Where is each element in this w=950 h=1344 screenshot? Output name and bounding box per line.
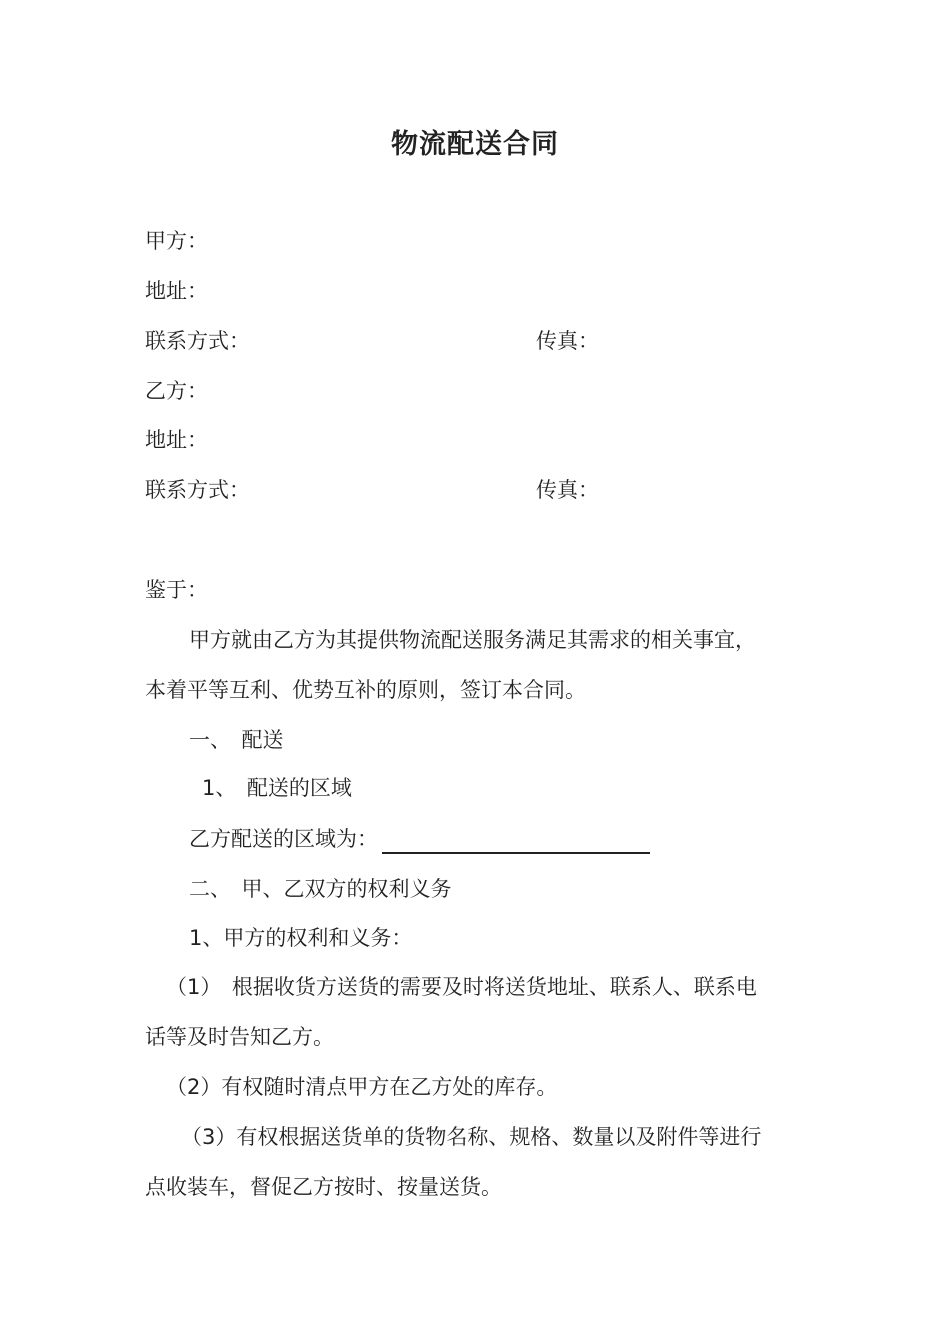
- party-a-label: 甲方：: [145, 229, 208, 253]
- party-b-address-label: 地址：: [145, 428, 208, 452]
- delivery-area-line: [189, 824, 650, 854]
- delivery-area-blank: [382, 830, 650, 854]
- clause-2: （2）有权随时清点甲方在乙方处的库存。: [166, 1075, 558, 1099]
- preamble-line-2: 本着平等互利、优势互补的原则，签订本合同。: [145, 678, 586, 702]
- preamble-line-1: 甲方就由乙方为其提供物流配送服务满足其需求的相关事宜，: [189, 628, 756, 652]
- party-a-fax-label: 传真：: [536, 329, 599, 353]
- party-a-address-label: 地址：: [145, 279, 208, 303]
- whereas-label: 鉴于：: [145, 578, 208, 602]
- delivery-area-label: 乙方配送的区域为：: [189, 827, 378, 851]
- section-2-heading: 二、 甲、乙双方的权利义务: [189, 877, 452, 901]
- party-b-fax-label: 传真：: [536, 478, 599, 502]
- section-1-item-1: 1、 配送的区域: [202, 776, 352, 800]
- document-title: 物流配送合同: [391, 129, 559, 160]
- clause-3-line-1: （3）有权根据送货单的货物名称、规格、数量以及附件等进行: [181, 1125, 762, 1149]
- party-b-contact-label: 联系方式：: [145, 478, 250, 502]
- clause-1-line-2: 话等及时告知乙方。: [145, 1025, 334, 1049]
- section-2-item-1: 1、甲方的权利和义务：: [189, 926, 413, 950]
- party-b-label: 乙方：: [145, 379, 208, 403]
- clause-3-line-2: 点收装车，督促乙方按时、按量送货。: [145, 1175, 502, 1199]
- party-a-contact-label: 联系方式：: [145, 329, 250, 353]
- clause-1-line-1: （1） 根据收货方送货的需要及时将送货地址、联系人、联系电: [166, 975, 757, 999]
- section-1-heading: 一、 配送: [189, 728, 284, 752]
